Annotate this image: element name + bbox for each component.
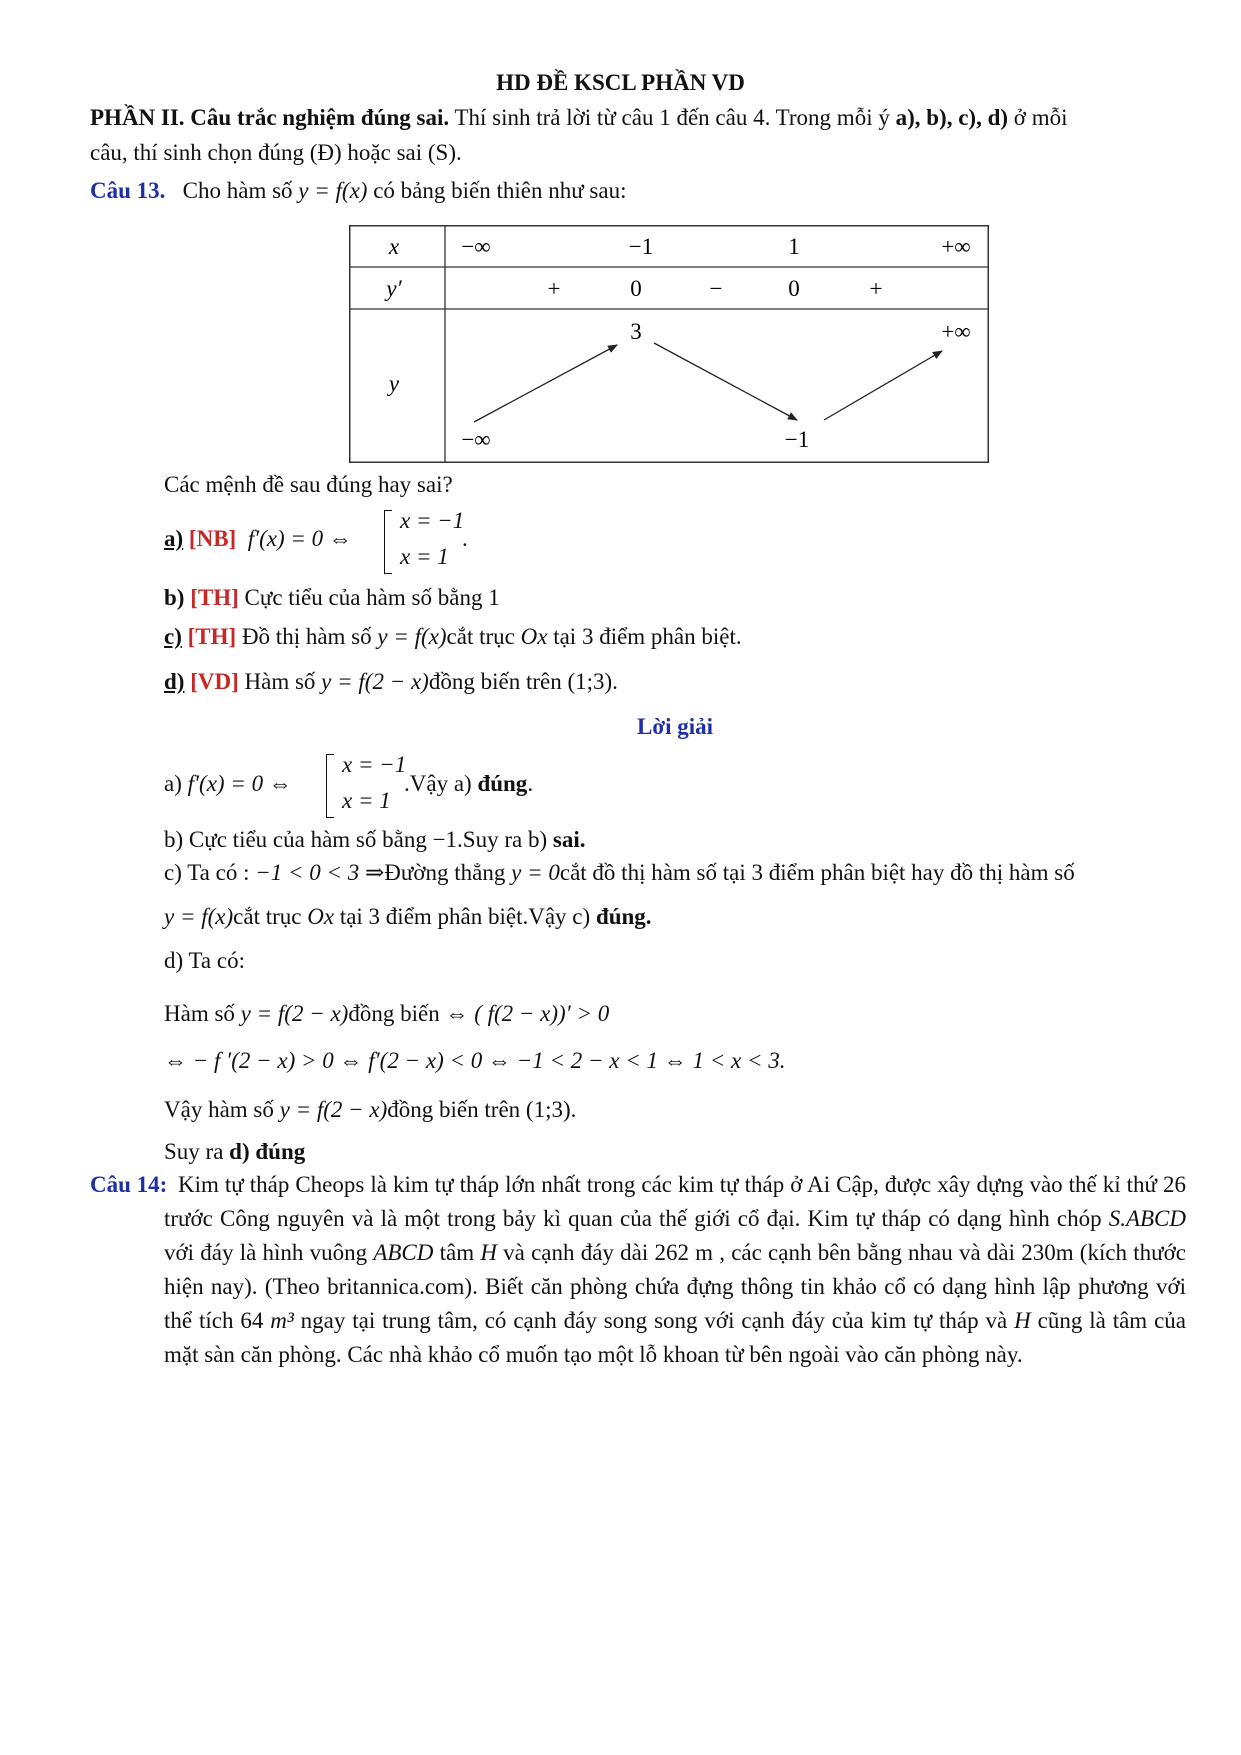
q13-prompt: Các mệnh đề sau đúng hay sai?: [164, 472, 453, 497]
solution-c-line2: [164, 902, 652, 932]
page-title: HD ĐỀ KSCL PHẦN VD: [496, 70, 745, 95]
option-c-math: y = f(x): [377, 624, 447, 649]
q14-math-center: H: [480, 1240, 497, 1265]
option-c-label: c): [164, 624, 182, 649]
option-c-mid: cắt trục: [446, 624, 521, 649]
solution-d-head: d) Ta có:: [164, 948, 245, 973]
solution-a-post: .Vậy a): [404, 771, 478, 796]
solution-b-text: b) Cực tiểu của hàm số bằng −1.Suy ra b): [164, 827, 553, 852]
yp-sign-minus: −: [709, 276, 723, 301]
table-row-yp-label: y′: [386, 276, 402, 301]
solution-c2-verdict: đúng.: [595, 904, 652, 929]
q13-stem: [90, 176, 626, 206]
solution-d4-pre: Suy ra: [164, 1139, 230, 1164]
q13-stem-post: có bảng biến thiên như sau:: [367, 178, 627, 203]
solution-c: [164, 858, 1075, 888]
solution-d3-post: đồng biến trên: [387, 1097, 526, 1122]
solution-a: [164, 769, 292, 799]
x-value-neg-one: −1: [628, 234, 654, 259]
part-instr-2: ở mỗi: [1008, 105, 1068, 130]
option-a-tag: [NB]: [188, 526, 237, 551]
solution-a-sys-1: x = −1: [342, 752, 407, 777]
solution-a-pre: a): [164, 771, 188, 796]
option-a-sys-1: x = −1: [400, 508, 465, 533]
solution-c-math2: y = 0: [511, 860, 560, 885]
option-d-pre: Hàm số: [244, 669, 322, 694]
solution-d1-math: y = f(2 − x): [240, 1001, 349, 1026]
solution-c2-post: tại 3 điểm phân biệt.Vậy c): [334, 904, 596, 929]
q14-text-2: với đáy là hình vuông: [164, 1240, 374, 1265]
q14-math-unit: m³: [270, 1308, 294, 1333]
part-instr-1: Thí sinh trả lời từ câu 1 đến câu 4. Trong mỗi ý: [449, 105, 896, 130]
yp-zero-1: 0: [630, 276, 642, 301]
solution-c-post2: cắt đồ thị hàm số tại 3 điểm phân biệt hay đồ thị hàm số: [559, 860, 1075, 885]
option-d-tag: [VD]: [190, 669, 239, 694]
solution-d3-math: y = f(2 − x): [279, 1097, 388, 1122]
solution-b: [164, 825, 585, 855]
q13-stem-pre: Cho hàm số: [182, 178, 299, 203]
part-instructions: [90, 103, 1067, 133]
yp-sign-plus-1: +: [547, 276, 561, 301]
option-c-post: tại 3 điểm phân biệt.: [547, 624, 742, 649]
variation-table: [349, 225, 989, 463]
solution-c-post: Đường thẳng: [384, 860, 512, 885]
table-row-y-label: y: [388, 371, 400, 396]
q14-math-center-2: H: [1014, 1308, 1031, 1333]
part-instructions-line2: câu, thí sinh chọn đúng (Đ) hoặc sai (S).: [90, 140, 462, 165]
solution-d-line1: [164, 999, 609, 1029]
solution-c-math: −1 < 0 < 3 ⇒: [255, 860, 385, 885]
option-a-end: .: [462, 526, 468, 551]
q14-text-5: ngay tại trung tâm, có cạnh đáy song song với cạnh đáy của kim tự tháp và: [293, 1308, 1015, 1333]
q13-option-a: [164, 524, 352, 554]
option-a-math: f′(x) = 0 ⇔: [247, 526, 352, 551]
x-value-one: 1: [788, 234, 800, 259]
option-d-interval: (1;3).: [567, 669, 618, 694]
q13-option-d: [164, 667, 618, 697]
y-value-pos-inf: +∞: [941, 319, 971, 344]
option-c-tag: [TH]: [187, 624, 237, 649]
solution-d-line3: [164, 1095, 576, 1125]
q14-text-3: tâm: [433, 1240, 481, 1265]
solution-a-verdict-line: [404, 769, 533, 799]
option-c-axis: Ox: [520, 624, 548, 649]
arrow-increase-1: [474, 345, 617, 422]
solution-b-verdict: sai.: [552, 827, 586, 852]
arrow-increase-2: [824, 351, 942, 420]
q14-math-pyramid: S.ABCD: [1108, 1206, 1186, 1231]
option-b-text: Cực tiểu của hàm số bằng 1: [244, 585, 500, 610]
option-d-label: d): [164, 669, 185, 694]
solution-d-line2: ⇔ − f ′(2 − x) > 0 ⇔ f′(2 − x) < 0 ⇔ −1 < 2 − x < 1 ⇔ 1 < x < 3.: [164, 1048, 786, 1073]
q14-text-6: cũng là tâm của mặt sàn căn phòng. Các nhà khảo cổ muốn tạo một lỗ khoan từ bên ngoài vào căn phòng này.: [164, 1308, 1186, 1367]
solution-d1-math2: ⇔ ( f(2 − x))′ > 0: [445, 1001, 610, 1026]
option-a-label: a): [164, 526, 184, 551]
option-a-sys-2: x = 1: [400, 544, 449, 569]
yp-zero-2: 0: [788, 276, 800, 301]
y-value-max: 3: [630, 319, 642, 344]
solution-d1-pre: Hàm số: [164, 1001, 241, 1026]
solution-a-end: .: [527, 771, 534, 796]
yp-sign-plus-2: +: [869, 276, 883, 301]
q14-text: [164, 1168, 1186, 1372]
solution-d1-mid: đồng biến: [348, 1001, 446, 1026]
solution-c-pre: c) Ta có :: [164, 860, 256, 885]
y-value-neg-inf: −∞: [461, 427, 491, 452]
q13-option-b: [164, 583, 500, 613]
solution-title: Lời giải: [637, 714, 713, 739]
solution-d3-pre: Vậy hàm số: [164, 1097, 280, 1122]
option-b-label: b): [164, 585, 185, 610]
solution-d-line4: [164, 1137, 305, 1167]
option-d-math: y = f(2 − x): [321, 669, 429, 694]
q14-text-1: Kim tự tháp Cheops là kim tự tháp lớn nhất trong các kim tự tháp ở Ai Cập, được xây dựng vào thế kỉ thứ 26 trước Công nguyên và là một trong bảy kì quan của thế giới cổ đại. Kim tự tháp có dạng hình chóp: [164, 1172, 1186, 1231]
q13-option-c: [164, 622, 742, 652]
option-a-bracket: [384, 510, 392, 574]
q14-label: Câu 14:: [90, 1172, 168, 1197]
q13-stem-math: y = f(x): [298, 178, 368, 203]
part-title: PHẦN II. Câu trắc nghiệm đúng sai.: [90, 105, 450, 130]
option-b-tag: [TH]: [190, 585, 239, 610]
solution-d3-interval: (1;3).: [525, 1097, 577, 1122]
solution-a-math: f′(x) = 0 ⇔: [187, 771, 292, 796]
q14-math-square: ABCD: [373, 1240, 434, 1265]
solution-c2-mid: cắt trục: [233, 904, 308, 929]
solution-c2-axis: Ox: [307, 904, 335, 929]
arrow-decrease: [654, 343, 797, 420]
q14-text-4: và cạnh đáy dài 262 m , các cạnh bên bằng nhau và dài 230m (kích thước hiện nay). (Theo britannica.com). Biết căn phòng chứa đựng thông tin khảo cổ có dạng hình lập phương với thể tích 64: [164, 1240, 1186, 1333]
y-value-min: −1: [784, 427, 810, 452]
solution-d4-verdict: d) đúng: [229, 1139, 306, 1164]
solution-a-verdict: đúng: [477, 771, 528, 796]
x-value-pos-inf: +∞: [941, 234, 971, 259]
solution-a-sys-2: x = 1: [342, 788, 391, 813]
solution-a-bracket: [326, 754, 334, 818]
q13-label: Câu 13.: [90, 178, 166, 203]
solution-c2-math: y = f(x): [164, 904, 234, 929]
option-c-pre: Đồ thị hàm số: [241, 624, 378, 649]
option-d-post: đồng biến trên: [428, 669, 568, 694]
table-row-x-label: x: [388, 234, 400, 259]
x-value-neg-inf: −∞: [461, 234, 491, 259]
part-instr-options: a), b), c), d): [895, 105, 1009, 130]
